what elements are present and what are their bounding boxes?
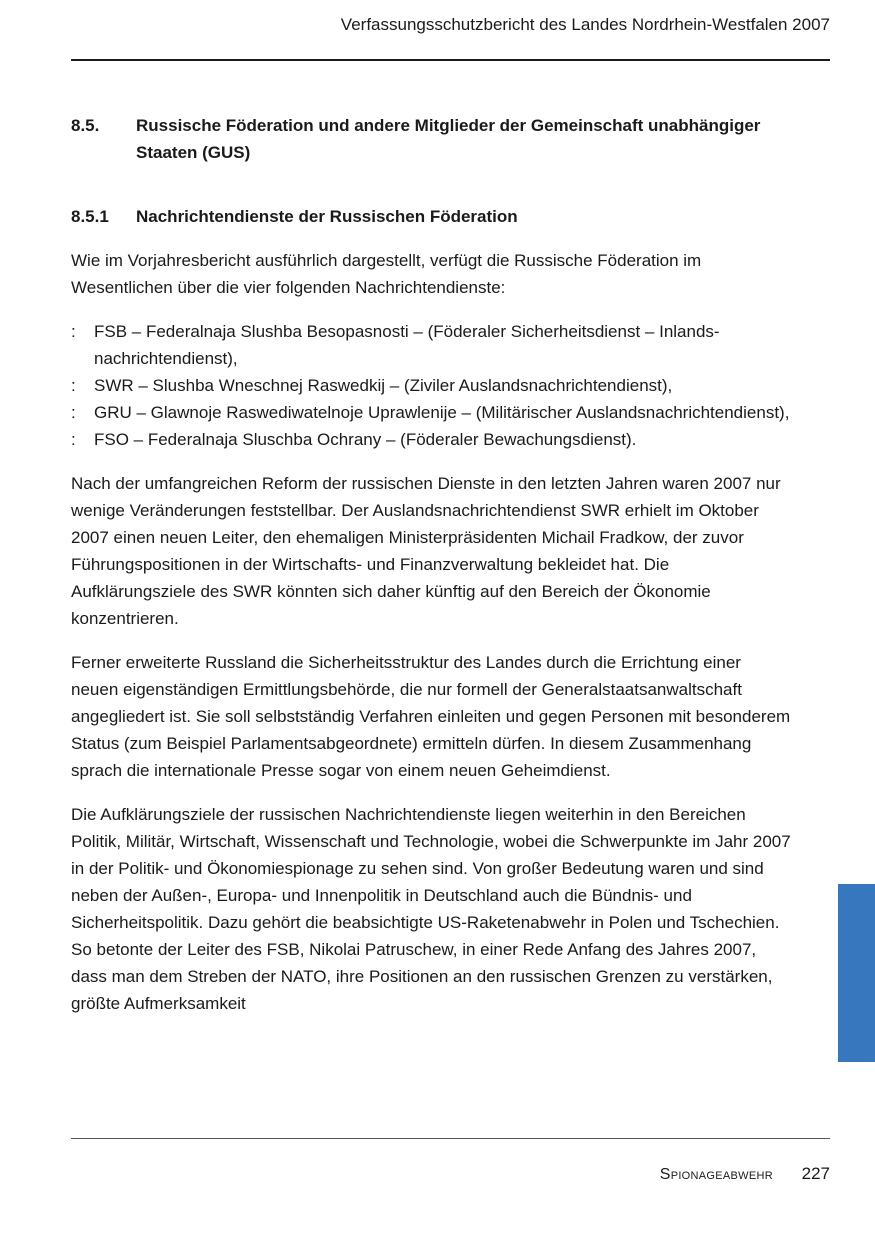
service-gru: GRU – Glawnoje Raswediwatelnoje Uprawlenije – (Militärischer Auslandsnachrichtendienst), [94, 403, 790, 422]
bullet-marker: : [71, 376, 76, 395]
intelligence-targets-paragraph: Die Aufklärungsziele der russischen Nachrichtendienste liegen weiterhin in den Bereichen Politik, Militär, Wirtschaft, Wissenschaft und Technologie, wobei die Schwerpunkte im Jahr 2007 in der Politik- und Ökonomiespionage zu sehen sind. Von großer Bedeutung waren und sind neben der Außen-, Europa- und Innenpolitik in Deutschland auch die Bündnis- und Sicherheitspolitik. Dazu gehört die beabsichtigte US-Raketenabwehr in Polen und Tschechien. So betonte der Leiter des FSB, Nikolai Patruschew, in einer Rede Anfang des Jahres 2007, dass man dem Streben der NATO, ihre Positionen an den russischen Grenzen zu verstärken, größte Aufmerksamkeit [71, 805, 791, 1013]
chapter-side-tab [838, 884, 875, 1062]
reform-paragraph: Nach der umfangreichen Reform der russischen Dienste in den letzten Jahren waren 2007 nur wenige Veränderungen feststellbar. Der Auslandsnachrichtendienst SWR erhielt im Oktober 2007 einen neuen Leiter, den ehemaligen Ministerpräsidenten Michail Fradkow, der zuvor Führungspositionen in der Wirtschafts- und Finanzverwaltung bekleidet hat. Die Aufklärungsziele des SWR könnten sich daher künftig auf den Bereich der Ökonomie konzentrieren. [71, 474, 781, 628]
service-fsb: FSB – Federalnaja Slushba Besopasnosti – (Föderaler Sicherheitsdienst – Inlandsnachrichtendienst), [94, 322, 720, 368]
list-item [71, 318, 791, 372]
subsection-title: Nachrichtendienste der Russischen Föderation [136, 207, 518, 226]
page-number: 227 [801, 1164, 830, 1183]
service-swr: SWR – Slushba Wneschnej Raswedkij – (Ziviler Auslandsnachrichtendienst), [94, 376, 673, 395]
header-rule [71, 59, 830, 61]
service-list [71, 318, 791, 453]
intro-paragraph: Wie im Vorjahresbericht ausführlich dargestellt, verfügt die Russische Föderation im Wesentlichen über die vier folgenden Nachrichtendienste: [71, 251, 702, 297]
list-item [71, 426, 791, 453]
bullet-marker: : [71, 403, 76, 422]
footer-rule [71, 1138, 830, 1139]
bullet-marker: : [71, 322, 76, 341]
section-number: 8.5. [71, 116, 100, 135]
page-content [71, 112, 791, 1017]
running-header: Verfassungsschutzbericht des Landes Nordrhein-Westfalen 2007 [340, 15, 830, 34]
list-item [71, 372, 791, 399]
footer-section-name: Spionageabwehr [659, 1166, 773, 1183]
list-item [71, 399, 791, 426]
subsection-heading [71, 203, 791, 230]
bullet-marker: : [71, 430, 76, 449]
section-heading [71, 112, 791, 166]
subsection-number: 8.5.1 [71, 207, 109, 226]
service-fso: FSO – Federalnaja Sluschba Ochrany – (Föderaler Bewachungsdienst). [94, 430, 637, 449]
section-title: Russische Föderation und andere Mitglieder der Gemeinschaft unabhängiger Staaten (GUS) [136, 116, 761, 162]
security-structure-paragraph: Ferner erweiterte Russland die Sicherheitsstruktur des Landes durch die Errichtung einer neuen eigenständigen Ermittlungsbehörde, die nur formell der Generalstaatsanwaltschaft angegliedert ist. Sie soll selbstständig Verfahren einleiten und gegen Personen mit besonderem Status (zum Beispiel Parlamentsabgeordnete) ermitteln dürfen. In diesem Zusammenhang sprach die internationale Presse sogar von einem neuen Geheimdienst. [71, 653, 791, 780]
